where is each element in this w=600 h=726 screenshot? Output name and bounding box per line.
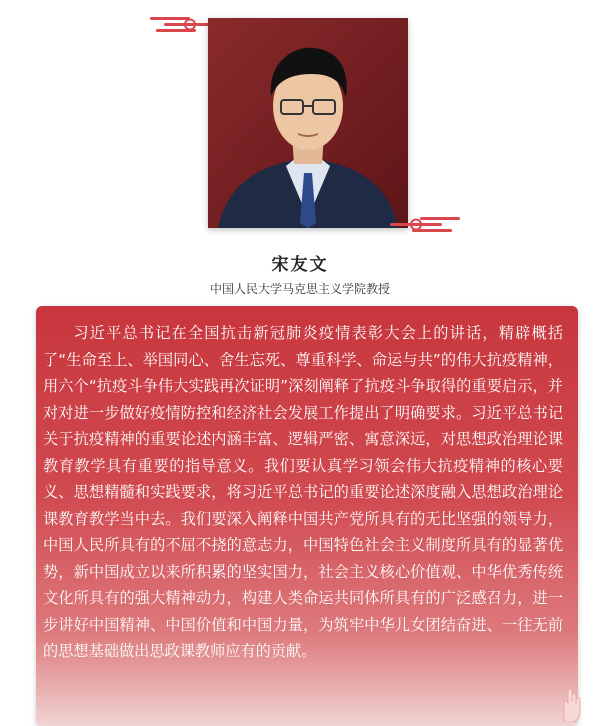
bottom-cloud-decoration-icon bbox=[390, 214, 460, 236]
profile-name: 宋友文 bbox=[271, 255, 329, 275]
profile-photo bbox=[208, 18, 408, 228]
hand-icon bbox=[556, 686, 586, 722]
top-cloud-decoration-icon bbox=[150, 14, 214, 36]
profile-title: 中国人民大学马克思主义学院教授 bbox=[209, 282, 390, 296]
quote-text: 习近平总书记在全国抗击新冠肺炎疫情表彰大会上的讲话，精辟概括了“生命至上、举国同心、舍生忘死、尊重科学、命运与共”的伟大抗疫精神，用六个“抗疫斗争伟大实践再次证明”深刻阐释了抗疫斗争取得的重要启示，并对对进一步做好疫情防控和经济社会发展工作提出了明确要求。习近平总书记关于抗疫精神的重要论述内涵丰富、逻辑严密、寓意深远，对思想政治理论课教育教学具有重要的指导意义。我们要认真学习领会伟大抗疫精神的核心要义、思想精髓和实践要求，将习近平总书记的重要论述深度融入思想政治理论课教育教学当中去。我们要深入阐释中国共产党所具有的无比坚强的领导力，中国人民所具有的不屈不挠的意志力，中国特色社会主义制度所具有的显著优势，新中国成立以来所积累的坚实国力，社会主义核心价值观、中华优秀传统文化所具有的强大精神动力，构建人类命运共同体所具有的广泛感召力，进一步讲好中国精神、中国价值和中国力量，为筑牢中华儿女团结奋进、一往无前的思想基础做出思政课教师应有的贡献。 bbox=[43, 324, 563, 660]
